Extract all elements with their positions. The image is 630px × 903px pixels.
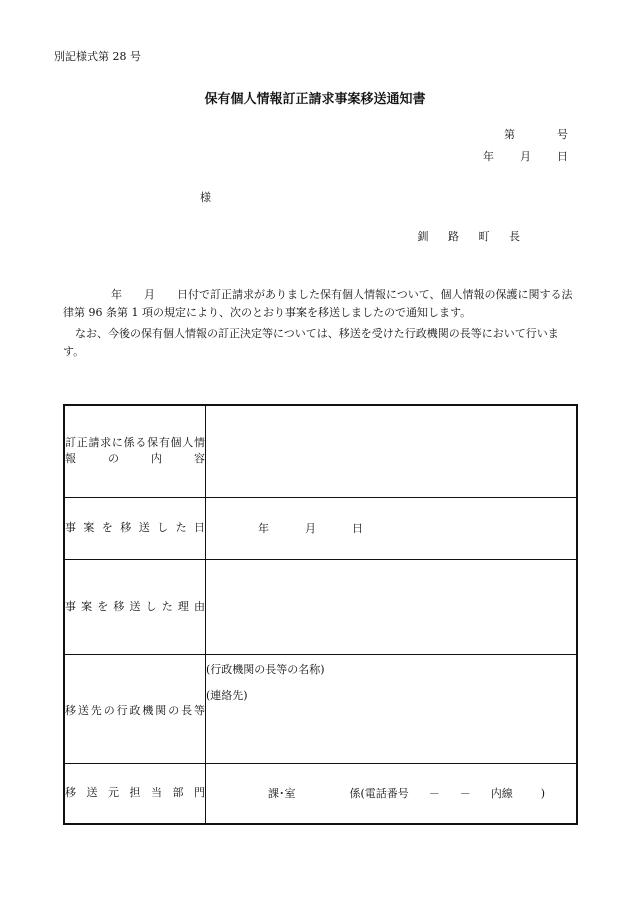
- body-paragraph-2: なお、今後の保有個人情報の訂正決定等については、移送を受けた行政機関の長等において行います。: [63, 327, 559, 358]
- agency-name-note: (行政機関の長等の名称): [206, 662, 325, 676]
- agency-contact-note: (連絡先): [206, 688, 248, 702]
- table-row: [64, 654, 577, 763]
- extension-label: 内線: [490, 787, 513, 801]
- table-row: [64, 497, 577, 559]
- body-paragraph-1: 年 月 日付で訂正請求がありました保有個人情報について、個人情報の保護に関する法律第 96 条第 1 項の規定により、次のとおり事案を移送しましたので通知します。: [63, 288, 573, 319]
- phone-dash-1: －: [428, 787, 440, 801]
- close-paren: ): [540, 787, 546, 801]
- section-label: 課･室: [268, 787, 296, 801]
- form-number: 別記様式第 28 号: [54, 50, 141, 63]
- table-row: [64, 405, 577, 497]
- number-go: 号: [557, 128, 568, 141]
- transfer-day: 日: [352, 522, 363, 535]
- transfer-month: 月: [305, 522, 316, 535]
- document-number-line: [504, 126, 568, 142]
- value-transfer-date[interactable]: [206, 497, 578, 559]
- value-info-content[interactable]: [206, 405, 578, 497]
- label-destination-agency-text: 移送先の行政機関の長等: [65, 703, 205, 717]
- issue-day: 日: [557, 150, 568, 163]
- value-destination-agency[interactable]: [206, 654, 578, 763]
- addressee-suffix: 様: [200, 191, 211, 204]
- label-transfer-date: 事案を移送した日: [64, 497, 206, 559]
- label-destination-agency: [64, 654, 206, 763]
- subsection-label: 係(電話番号: [349, 787, 409, 801]
- issue-month: 月: [520, 150, 531, 163]
- number-dai: 第: [504, 128, 515, 141]
- phone-dash-2: －: [459, 787, 471, 801]
- document-title: 保有個人情報訂正請求事案移送通知書: [204, 92, 426, 107]
- sender-name: 釧 路 町 長: [417, 230, 528, 243]
- transfer-details-table: [63, 404, 578, 825]
- label-transfer-reason: 事案を移送した理由: [64, 559, 206, 654]
- value-source-department[interactable]: [206, 763, 578, 824]
- transfer-year: 年: [258, 522, 269, 535]
- table-row: [64, 559, 577, 654]
- label-source-department: 移送元担当部門: [64, 763, 206, 824]
- label-info-content: 訂正請求に係る保有個人情報の内容: [64, 405, 206, 497]
- issue-date-line: [483, 148, 568, 164]
- issue-year: 年: [483, 150, 494, 163]
- value-transfer-reason[interactable]: [206, 559, 578, 654]
- table-row: [64, 763, 577, 824]
